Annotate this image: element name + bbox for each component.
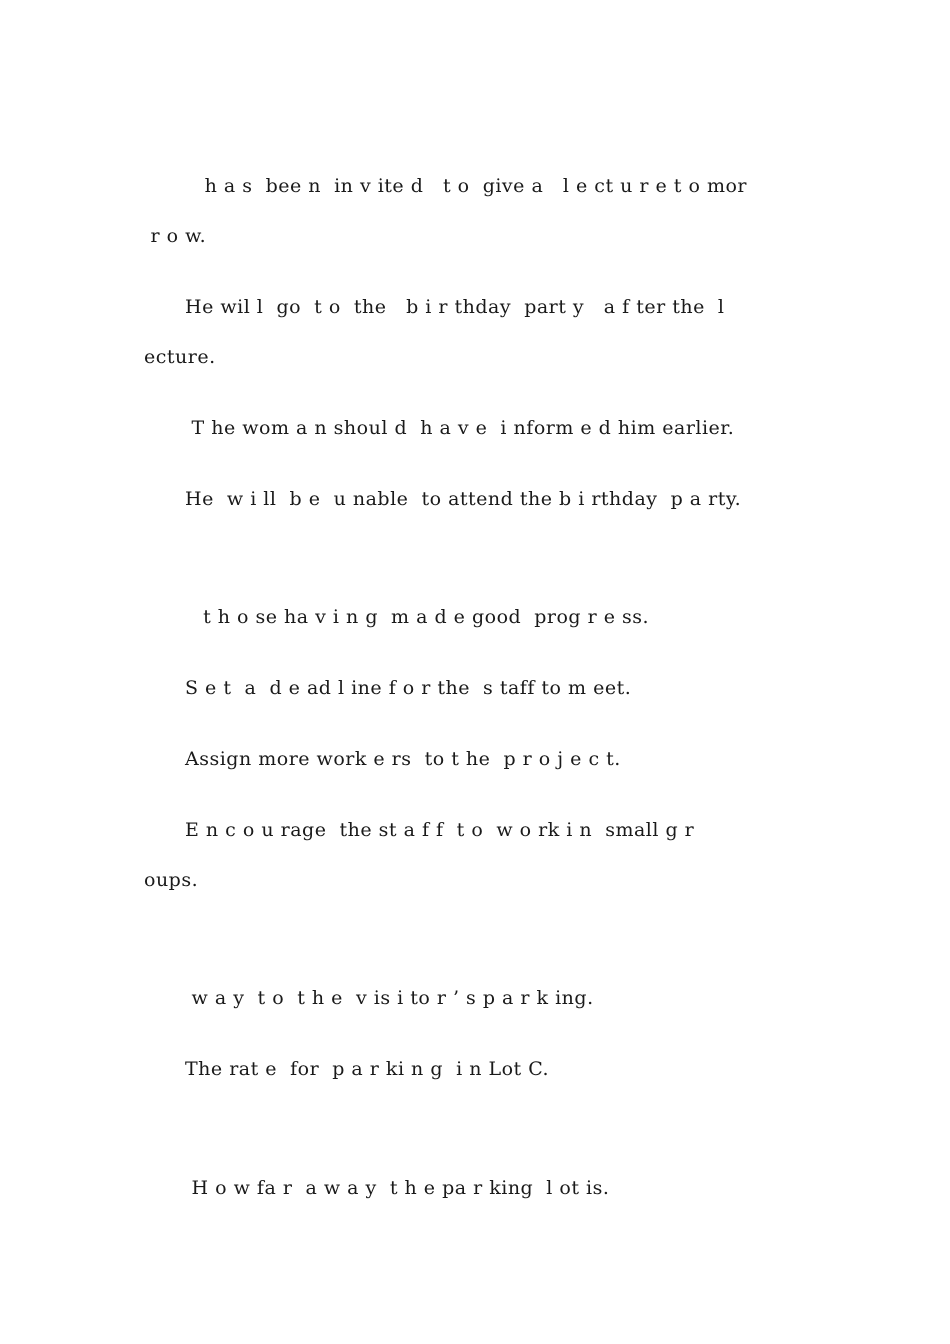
text-line: S e t a d e ad l ine f o r the s taff to m eet. [185, 677, 632, 699]
text-line: h a s bee n in v ite d t o give a l e ct u r e t o mor [185, 175, 747, 197]
text-line: The rat e for p a r ki n g i n Lot C. [185, 1058, 550, 1080]
text-line: E n c o u rage the st a f f t o w o rk i n small g r [185, 819, 695, 841]
text-line: He w i ll b e u nable to attend the b i rthday p a rty. [185, 488, 742, 510]
text-line: w a y t o t h e v is i to r ’ s p a r k ing. [185, 987, 594, 1009]
text-line: Assign more work e rs to t he p r o j e c t. [185, 748, 621, 770]
text-line: oups. [144, 869, 199, 891]
text-line: He wil l go t o the b i r thday part y a f ter the l [185, 296, 725, 318]
text-line: T he wom a n shoul d h a v e i nform e d him earlier. [185, 417, 735, 439]
text-line: r o w. [144, 225, 207, 247]
text-line: ecture. [144, 346, 216, 368]
text-line: H o w fa r a w a y t h e pa r king l ot is. [185, 1177, 610, 1199]
text-line: t h o se ha v i n g m a d e good prog r e ss. [190, 606, 650, 628]
